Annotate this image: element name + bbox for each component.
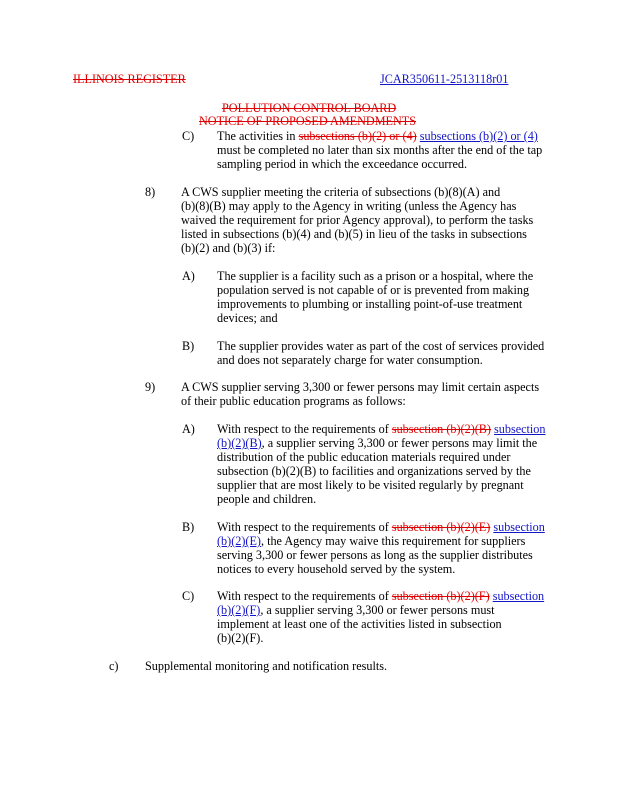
item-8a-line: population served is not capable of or is prevented from making	[217, 283, 530, 297]
item-8a-line: improvements to plumbing or installing point-of-use treatment	[217, 297, 523, 311]
item-c-line-2: must be completed no later than six months after the end of the tap	[217, 143, 543, 157]
inserted-text: subsection	[493, 520, 545, 534]
register-heading: ILLINOIS REGISTER	[73, 72, 186, 86]
inserted-text: (b)(2)(F)	[217, 603, 261, 617]
item-8a-line: devices; and	[217, 311, 278, 325]
item-c-line-3: sampling period in which the exceedance occurred.	[217, 157, 468, 171]
item-9-line: of their public education programs as follows:	[181, 394, 406, 408]
item-8a-label: A)	[182, 269, 195, 283]
item-9b-label: B)	[182, 520, 195, 534]
item-9b-text: With respect to the requirements of	[217, 520, 392, 534]
section-c-heading: Supplemental monitoring and notification results.	[145, 659, 388, 673]
deleted-text: subsection (b)(2)(F)	[391, 589, 490, 603]
item-9b-text: , the Agency may waive this requirement for suppliers	[260, 534, 526, 548]
inserted-text: subsection	[494, 422, 546, 436]
item-8b-line: The supplier provides water as part of the cost of services provided	[217, 339, 545, 353]
jcar-code-suffix: r01	[492, 72, 509, 86]
item-9-label: 9)	[145, 380, 156, 394]
inserted-text: (b)(2)(B)	[217, 436, 262, 450]
deleted-text: subsections (b)(2) or (4)	[298, 129, 417, 143]
item-9c-text: , a supplier serving 3,300 or fewer persons must	[260, 603, 495, 617]
item-8-line: (b)(2) and (b)(3) if:	[181, 241, 276, 255]
item-9c-line-2	[217, 603, 495, 617]
item-c-label: C)	[182, 129, 195, 143]
item-9a-line-2	[217, 436, 537, 450]
jcar-code	[380, 72, 508, 87]
item-9c-label: C)	[182, 589, 195, 603]
item-9a-line: supplier that are most likely to be visited regularly by pregnant	[217, 478, 524, 492]
board-title: POLLUTION CONTROL BOARD	[222, 101, 397, 115]
item-8b-line: and does not separately charge for water consumption.	[217, 353, 483, 367]
item-9a-label: A)	[182, 422, 195, 436]
item-9-line: A CWS supplier serving 3,300 or fewer persons may limit certain aspects	[181, 380, 540, 394]
item-9a-line-1	[217, 422, 546, 436]
item-c-text: The activities in	[217, 129, 299, 143]
item-9b-line-1	[217, 520, 545, 534]
item-9c-line: implement at least one of the activities listed in subsection	[217, 617, 502, 631]
item-9b-line: serving 3,300 or fewer persons as long as the supplier distributes	[217, 548, 533, 562]
notice-title: NOTICE OF PROPOSED AMENDMENTS	[199, 114, 417, 128]
item-9a-line: distribution of the public education materials required under	[217, 450, 511, 464]
item-8-line: waived the requirement for prior Agency approval), to perform the tasks	[181, 213, 534, 227]
item-8a-line: The supplier is a facility such as a prison or a hospital, where the	[217, 269, 534, 283]
inserted-text: subsections (b)(2) or (4)	[419, 129, 538, 143]
item-9b-line-2	[217, 534, 525, 548]
item-8b-label: B)	[182, 339, 195, 353]
item-8-label: 8)	[145, 185, 156, 199]
inserted-text: (b)(2)(E)	[217, 534, 261, 548]
item-9c-text: With respect to the requirements of	[217, 589, 392, 603]
item-9c-line-1	[217, 589, 544, 603]
deleted-text: subsection (b)(2)(E)	[391, 520, 491, 534]
item-9b-line: notices to every household served by the system.	[217, 562, 456, 576]
item-9a-text: , a supplier serving 3,300 or fewer persons may limit the	[261, 436, 538, 450]
item-9a-line: people and children.	[217, 492, 317, 506]
inserted-text: subsection	[492, 589, 545, 603]
jcar-code-main: JCAR350611-2513118	[380, 72, 493, 86]
item-9a-text: With respect to the requirements of	[217, 422, 392, 436]
item-8-line: listed in subsections (b)(4) and (b)(5) in lieu of the tasks in subsections	[181, 227, 527, 241]
item-9c-line: (b)(2)(F).	[217, 631, 264, 645]
section-c-label: c)	[109, 659, 119, 673]
item-9a-line: subsection (b)(2)(B) to facilities and organizations served by the	[217, 464, 531, 478]
item-c-line-1	[217, 129, 538, 143]
deleted-text: subsection (b)(2)(B)	[391, 422, 491, 436]
item-8-line: (b)(8)(B) may apply to the Agency in writing (unless the Agency has	[181, 199, 517, 213]
item-8-line: A CWS supplier meeting the criteria of subsections (b)(8)(A) and	[181, 185, 501, 199]
